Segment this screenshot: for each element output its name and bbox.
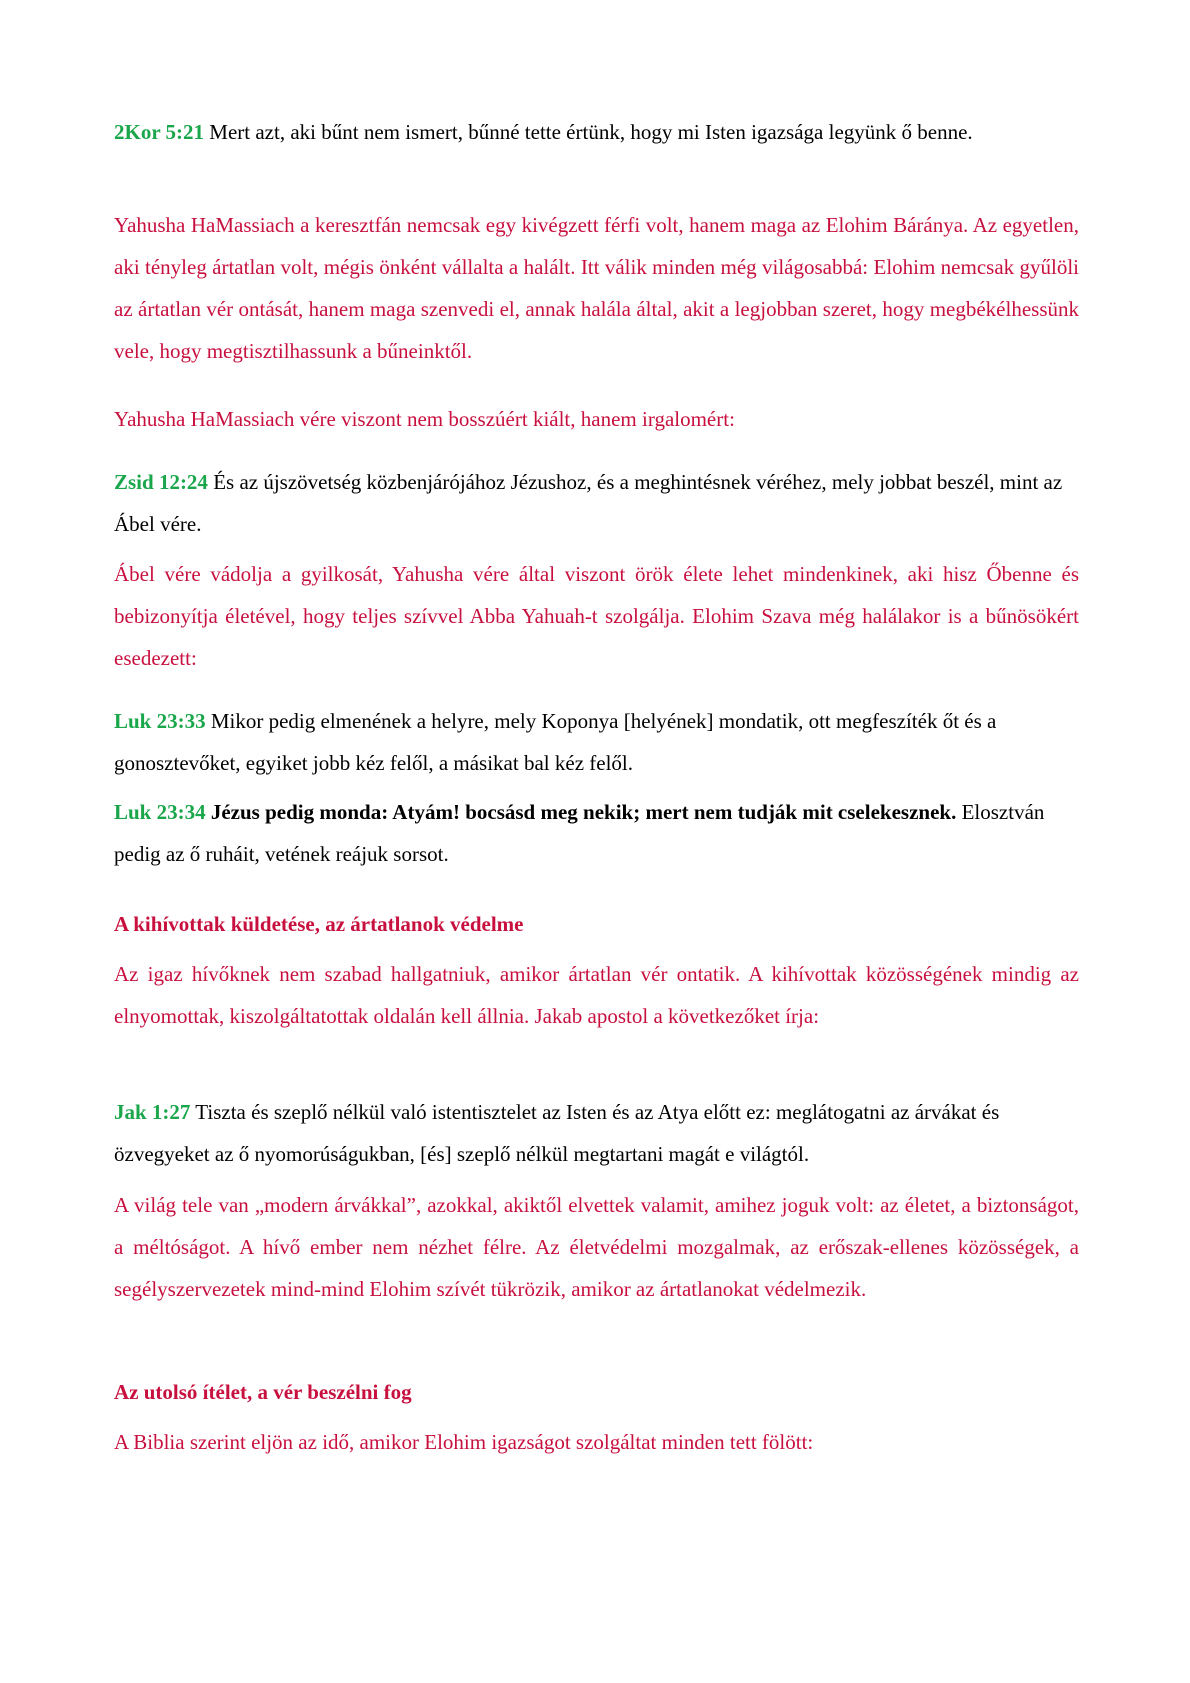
verse-text: Elosztván pedig az ő ruháit, vetének reájuk sorsot.	[114, 800, 1045, 866]
verse-reference: Zsid 12:24	[114, 470, 208, 494]
verse-reference: Jak 1:27	[114, 1100, 191, 1124]
verse-luk-23-34	[114, 791, 1079, 875]
commentary-paragraph-6: A Biblia szerint eljön az idő, amikor Elohim igazságot szolgáltat minden tett fölött:	[114, 1430, 814, 1454]
commentary-paragraph-5: A világ tele van „modern árvákkal”, azokkal, akiktől elvettek valamit, amihez joguk volt: az életet, a biztonságot, a méltóságot. A hívő ember nem nézhet félre. Az életvédelmi mozgalmak, az erőszak-ellenes közösségek, a segélyszervezetek mind-mind Elohim szívét tükrözik, amikor az ártatlanokat védelmezik.	[114, 1193, 1079, 1301]
verse-reference: 2Kor 5:21	[114, 120, 205, 144]
verse-text: És az újszövetség közbenjárójához Jézushoz, és a meghintésnek véréhez, mely jobbat beszél, mint az Ábel vére.	[114, 470, 1063, 536]
verse-bold-text: Jézus pedig monda: Atyám! bocsásd meg nekik; mert nem tudják mit cselekesznek.	[205, 800, 957, 824]
verse-text: Mert azt, aki bűnt nem ismert, bűnné tette értünk, hogy mi Isten igazsága legyünk ő benne.	[204, 120, 973, 144]
verse-text: Tiszta és szeplő nélkül való istentisztelet az Isten és az Atya előtt ez: meglátogatni az árvákat és özvegyeket az ő nyomorúságukban, [és] szeplő nélkül megtartani magát e világtól.	[114, 1100, 1000, 1166]
commentary-paragraph-3: Ábel vére vádolja a gyilkosát, Yahusha vére által viszont örök élete lehet mindenkinek, aki hisz Őbenne és bebizonyítja életével, hogy teljes szívvel Abba Yahuah-t szolgálja. Elohim Szava még halálakor is a bűnösökért esedezett:	[114, 562, 1079, 670]
verse-reference: Luk 23:34	[114, 800, 206, 824]
verse-jak-1-27	[114, 1091, 1079, 1175]
verse-luk-23-33	[114, 700, 1079, 784]
commentary-paragraph-1: Yahusha HaMassiach a keresztfán nemcsak egy kivégzett férfi volt, hanem maga az Elohim Báránya. Az egyetlen, aki tényleg ártatlan volt, mégis önként vállalta a halált. Itt válik minden még világosabbá: Elohim nemcsak gyűlöli az ártatlan vér ontását, hanem maga szenvedi el, annak halála által, akit a legjobban szeret, hogy megbékélhessünk vele, hogy megtisztilhassunk a bűneinktől.	[114, 213, 1079, 363]
verse-reference: Luk 23:33	[114, 709, 206, 733]
verse-zsid-12-24	[114, 461, 1079, 545]
commentary-paragraph-2: Yahusha HaMassiach vére viszont nem bosszúért kiált, hanem irgalomért:	[114, 407, 735, 431]
section-heading-2: Az utolsó ítélet, a vér beszélni fog	[114, 1380, 412, 1404]
verse-2kor-5-21	[114, 111, 1079, 153]
verse-text: Mikor pedig elmenének a helyre, mely Koponya [helyének] mondatik, ott megfeszíték őt és a gonosztevőket, egyiket jobb kéz felől, a másikat bal kéz felől.	[114, 709, 997, 775]
commentary-paragraph-4: Az igaz hívőknek nem szabad hallgatniuk, amikor ártatlan vér ontatik. A kihívottak közösségének mindig az elnyomottak, kiszolgáltatottak oldalán kell állnia. Jakab apostol a következőket írja:	[114, 962, 1079, 1028]
section-heading-1: A kihívottak küldetése, az ártatlanok védelme	[114, 912, 524, 936]
